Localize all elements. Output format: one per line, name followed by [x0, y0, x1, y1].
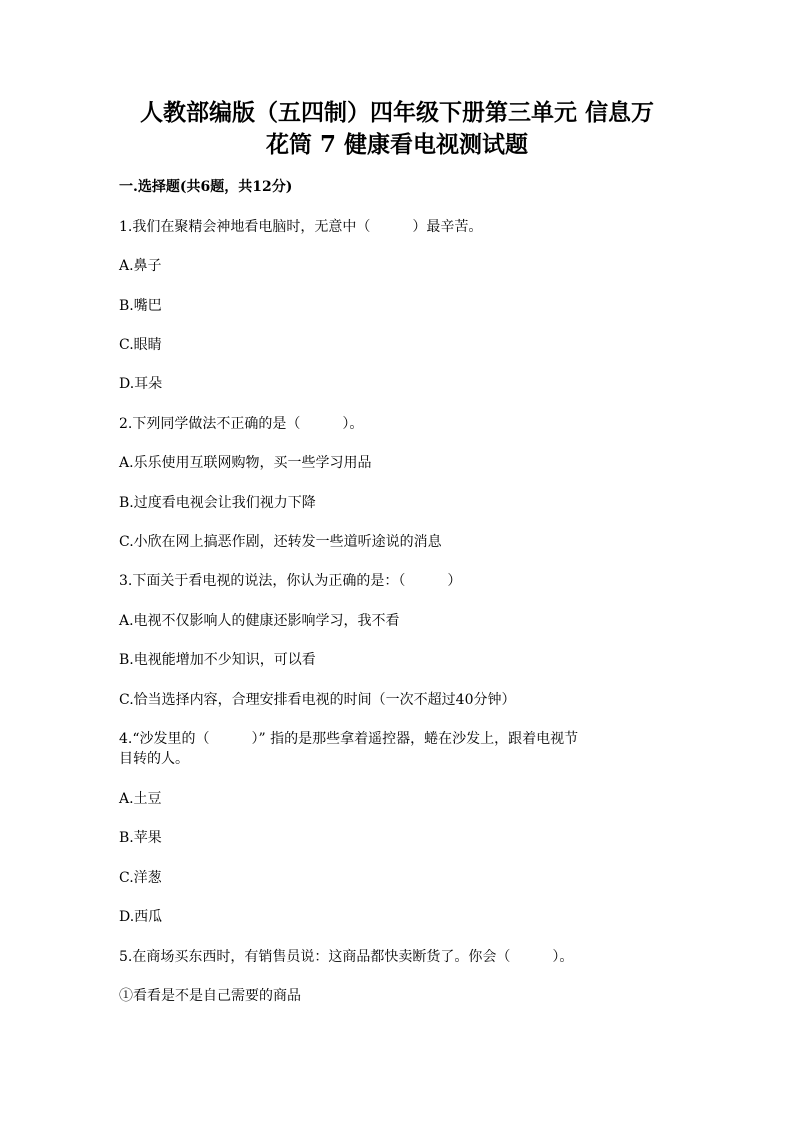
question-5-option-1: ①看看是不是自己需要的商品 — [119, 988, 301, 1004]
question-4-option-d: D.西瓜 — [119, 909, 163, 925]
question-4-line-2: 目转的人。 — [119, 751, 189, 767]
document-title-line-1: 人教部编版（五四制）四年级下册第三单元 信息万 — [139, 99, 654, 126]
question-1-option-c: C.眼睛 — [119, 337, 162, 353]
question-4-line-1: 4.“沙发里的（ ）” 指的是那些拿着遥控器，蜷在沙发上，跟着电视节 — [119, 731, 579, 747]
question-1-option-d: D.耳朵 — [119, 376, 163, 392]
question-2-option-c: C.小欣在网上搞恶作剧，还转发一些道听途说的消息 — [119, 534, 442, 550]
question-1: 1.我们在聚精会神地看电脑时，无意中（ ）最辛苦。 — [119, 219, 483, 235]
question-4-option-b: B.苹果 — [119, 830, 162, 846]
question-3-option-b: B.电视能增加不少知识，可以看 — [119, 652, 316, 668]
question-5: 5.在商场买东西时，有销售员说：这商品都快卖断货了。你会（ ）。 — [119, 949, 574, 965]
question-2-option-a: A.乐乐使用互联网购物，买一些学习用品 — [119, 455, 372, 471]
question-1-option-a: A.鼻子 — [119, 258, 162, 274]
question-3-option-c: C.恰当选择内容，合理安排看电视的时间（一次不超过40分钟） — [119, 692, 516, 708]
question-3: 3.下面关于看电视的说法，你认为正确的是：（ ） — [119, 573, 462, 589]
question-4-option-c: C.洋葱 — [119, 870, 162, 886]
question-4-option-a: A.土豆 — [119, 791, 162, 807]
question-2-option-b: B.过度看电视会让我们视力下降 — [119, 495, 316, 511]
question-2: 2.下列同学做法不正确的是（ ）。 — [119, 416, 364, 432]
question-1-option-b: B.嘴巴 — [119, 298, 162, 314]
document-title-line-2: 花筒 7 健康看电视测试题 — [265, 131, 529, 158]
section-heading: 一.选择题(共6题，共12分) — [119, 179, 293, 195]
question-3-option-a: A.电视不仅影响人的健康还影响学习，我不看 — [119, 613, 400, 629]
